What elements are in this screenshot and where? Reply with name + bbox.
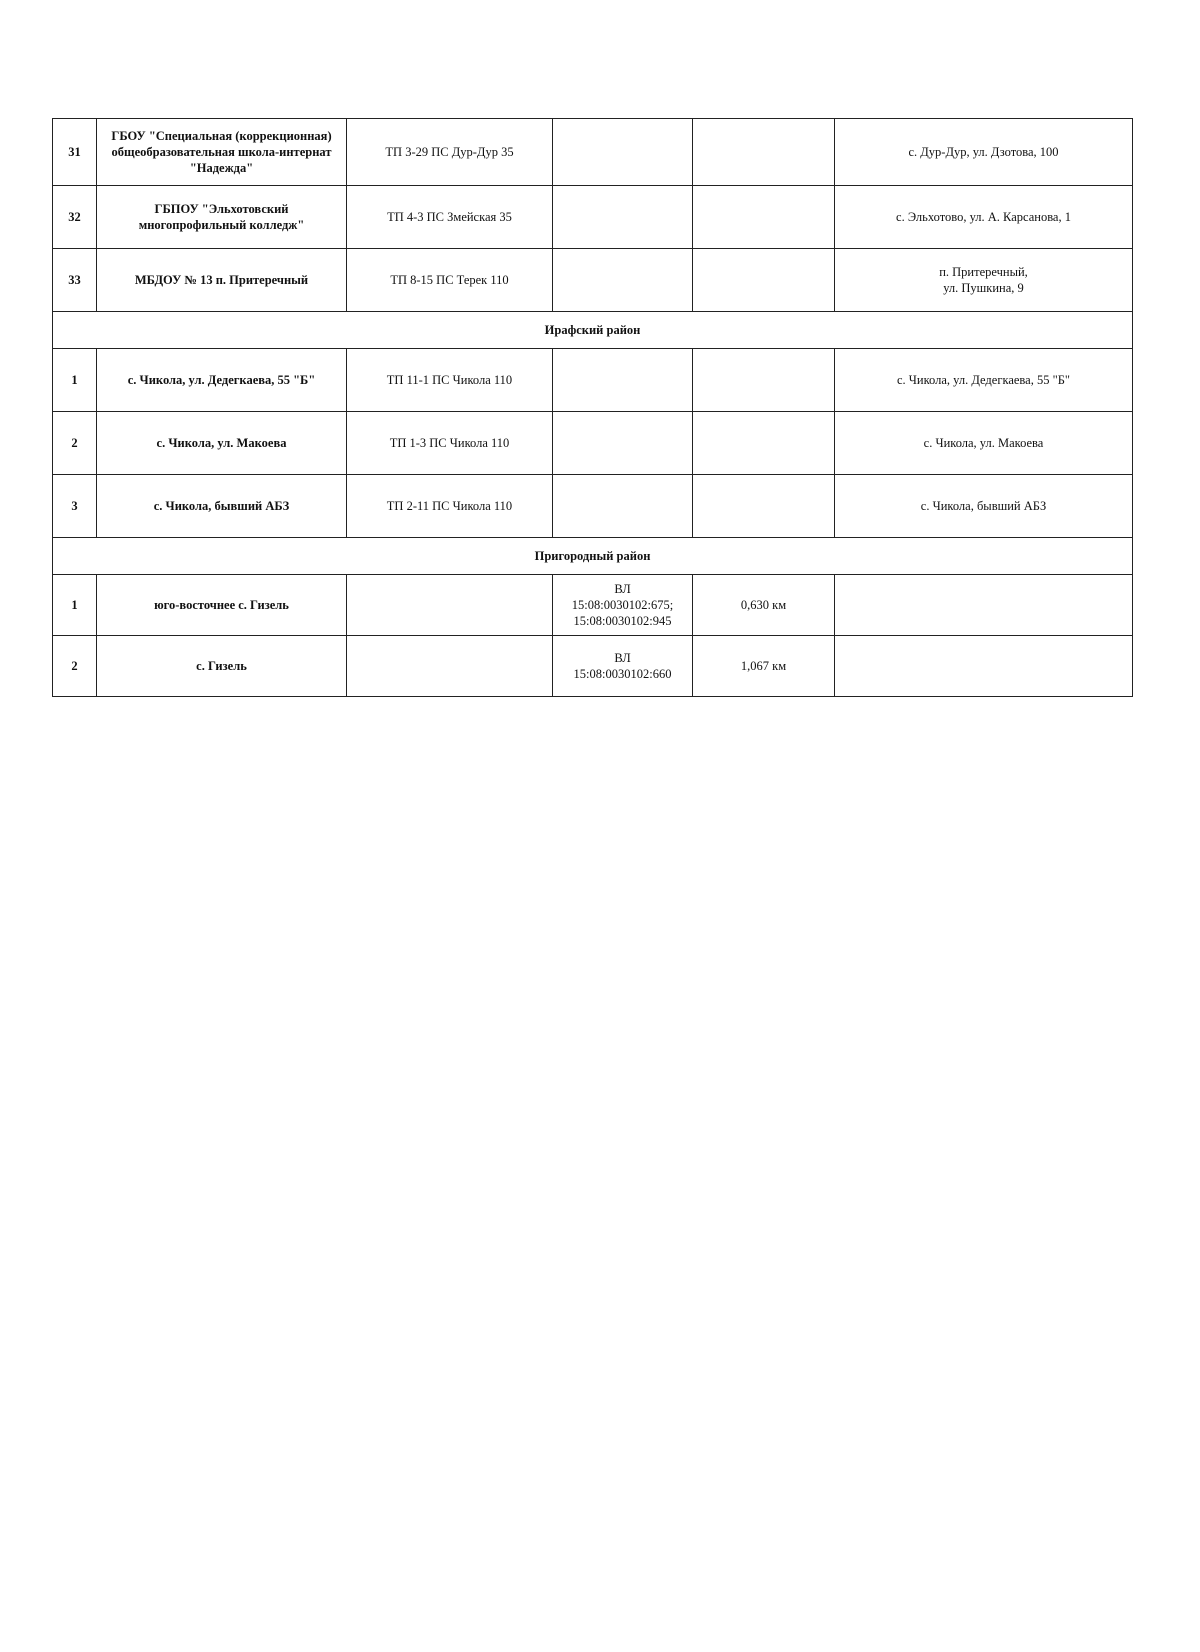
object-name-line: ГБОУ "Специальная (коррекционная) — [111, 129, 332, 143]
length-cell: 0,630 км — [693, 575, 835, 636]
object-name-line: МБДОУ № 13 п. Притеречный — [134, 273, 309, 287]
line-cadastral-cell — [553, 119, 693, 186]
address-cell-line: с. Дур-Дур, ул. Дзотова, 100 — [908, 145, 1059, 159]
substation-cell — [347, 636, 553, 697]
table-row — [53, 475, 1133, 538]
address-cell — [835, 349, 1133, 412]
substation-cell: ТП 2-11 ПС Чикола 110 — [347, 475, 553, 538]
object-name-line: "Надежда" — [189, 161, 254, 175]
line-cadastral-cell-line: 15:08:0030102:675; — [571, 598, 674, 612]
object-name-line: с. Чикола, ул. Макоева — [156, 436, 287, 450]
table-row — [53, 412, 1133, 475]
line-cadastral-cell-line: 15:08:0030102:660 — [573, 667, 672, 681]
length-cell — [693, 249, 835, 312]
line-cadastral-cell — [553, 636, 693, 697]
object-name-line: с. Чикола, бывший АБЗ — [153, 499, 290, 513]
line-cadastral-cell — [553, 575, 693, 636]
line-cadastral-cell — [553, 349, 693, 412]
table-row — [53, 249, 1133, 312]
row-number: 3 — [53, 475, 97, 538]
address-cell-line: с. Чикола, ул. Макоева — [923, 436, 1044, 450]
line-cadastral-cell — [553, 186, 693, 249]
object-name-line: общеобразовательная школа-интернат — [111, 145, 332, 159]
section-row — [53, 312, 1133, 349]
substation-cell: ТП 3-29 ПС Дур-Дур 35 — [347, 119, 553, 186]
length-cell — [693, 119, 835, 186]
section-title: Ирафский район — [53, 312, 1133, 349]
objects-table — [52, 118, 1133, 697]
object-name — [97, 186, 347, 249]
row-number: 2 — [53, 636, 97, 697]
object-name — [97, 475, 347, 538]
length-cell — [693, 349, 835, 412]
section-title: Пригородный район — [53, 538, 1133, 575]
row-number: 2 — [53, 412, 97, 475]
object-name-line: ГБПОУ "Эльхотовский — [154, 202, 289, 216]
substation-cell — [347, 575, 553, 636]
length-cell — [693, 412, 835, 475]
row-number: 1 — [53, 349, 97, 412]
section-row — [53, 538, 1133, 575]
row-number: 31 — [53, 119, 97, 186]
address-cell — [835, 249, 1133, 312]
object-name — [97, 412, 347, 475]
address-cell — [835, 119, 1133, 186]
substation-cell: ТП 8-15 ПС Терек 110 — [347, 249, 553, 312]
line-cadastral-cell — [553, 249, 693, 312]
length-cell: 1,067 км — [693, 636, 835, 697]
object-name-line: с. Чикола, ул. Дедегкаева, 55 "Б" — [127, 373, 316, 387]
address-cell-line: с. Чикола, бывший АБЗ — [920, 499, 1047, 513]
address-cell-line: с. Чикола, ул. Дедегкаева, 55 "Б" — [897, 373, 1070, 387]
row-number: 32 — [53, 186, 97, 249]
line-cadastral-cell — [553, 412, 693, 475]
table-row — [53, 119, 1133, 186]
object-name-line: юго-восточнее с. Гизель — [154, 598, 289, 612]
address-cell-line: п. Притеречный, — [939, 265, 1028, 279]
address-cell — [835, 412, 1133, 475]
object-name — [97, 575, 347, 636]
length-cell — [693, 475, 835, 538]
substation-cell: ТП 11-1 ПС Чикола 110 — [347, 349, 553, 412]
object-name-line: с. Гизель — [196, 659, 247, 673]
line-cadastral-cell-line: 15:08:0030102:945 — [573, 614, 672, 628]
address-cell — [835, 636, 1133, 697]
object-name — [97, 349, 347, 412]
line-cadastral-cell-line: ВЛ — [614, 651, 631, 665]
table-row — [53, 349, 1133, 412]
address-cell — [835, 575, 1133, 636]
address-cell — [835, 475, 1133, 538]
object-name — [97, 249, 347, 312]
object-name — [97, 636, 347, 697]
length-cell — [693, 186, 835, 249]
table-row — [53, 636, 1133, 697]
object-name — [97, 119, 347, 186]
address-cell-line: ул. Пушкина, 9 — [943, 281, 1024, 295]
object-name-line: многопрофильный колледж" — [138, 218, 305, 232]
table-row — [53, 575, 1133, 636]
table-row — [53, 186, 1133, 249]
line-cadastral-cell-line: ВЛ — [614, 582, 631, 596]
substation-cell: ТП 1-3 ПС Чикола 110 — [347, 412, 553, 475]
row-number: 33 — [53, 249, 97, 312]
address-cell-line: с. Эльхотово, ул. А. Карсанова, 1 — [896, 210, 1071, 224]
line-cadastral-cell — [553, 475, 693, 538]
address-cell — [835, 186, 1133, 249]
row-number: 1 — [53, 575, 97, 636]
substation-cell: ТП 4-3 ПС Змейская 35 — [347, 186, 553, 249]
